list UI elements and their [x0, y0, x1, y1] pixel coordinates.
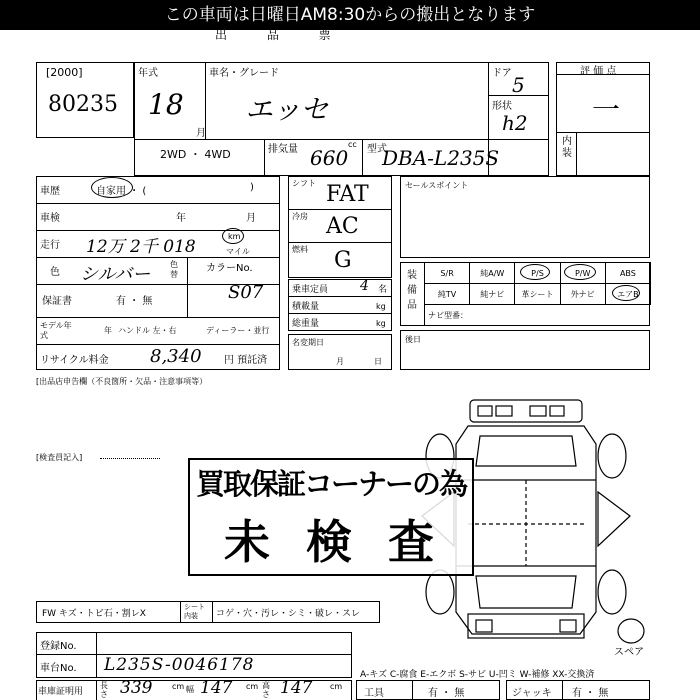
fuel-label: 燃料 — [292, 245, 308, 254]
equipment-label: 装備品 — [407, 270, 417, 311]
capacity-label: 乗車定員 — [292, 285, 329, 295]
sales-point-label: セールスポイント — [405, 181, 469, 190]
private-use-circle — [91, 177, 133, 198]
name-change-label: 名変期日 — [292, 338, 324, 347]
handle-side: ハンドル 左・右 — [118, 326, 177, 335]
warranty-value: 有 ・ 無 — [116, 296, 153, 307]
door-value: 5 — [512, 73, 525, 97]
dealer-import: ディーラー・並行 — [206, 326, 270, 335]
color-no-label: カラーNo. — [206, 263, 253, 274]
registration-label: 登録No. — [40, 641, 77, 652]
weight-label: 総重量 — [292, 319, 320, 329]
seller-notes-label: [出品店申告欄（不良箇所・欠品・注意事項等） — [36, 377, 208, 386]
certificate-label: 車庫証明用 — [38, 687, 84, 697]
warranty-label: 保証書 — [42, 296, 72, 307]
capacity-unit: 名 — [378, 285, 388, 295]
recycle-value: 8,340 — [150, 346, 202, 367]
color-change-label: 色替 — [170, 260, 178, 279]
shaken-month: 月 — [246, 213, 256, 224]
displacement-label: 排気量 — [268, 144, 298, 155]
grade-label: 評 価 点 — [580, 66, 617, 77]
seat-detail: コゲ・穴・汚レ・シミ・破レ・スレ — [216, 609, 361, 619]
width-value: 147 — [200, 678, 233, 698]
mile-unit: マイル — [226, 247, 250, 256]
inspector-notes-label: [検査員記入] — [36, 453, 83, 462]
ac-label: 冷房 — [292, 212, 308, 221]
fuel-value: G — [334, 248, 352, 273]
equipment-item: 革シート — [514, 283, 560, 305]
equipment-item: ABS — [605, 262, 651, 284]
year-code: [2000] — [46, 66, 83, 79]
length-label: 長さ — [100, 681, 108, 699]
color-value: シルバー — [80, 264, 151, 285]
tools-value: 有 ・ 無 — [428, 688, 465, 699]
interior-label: 内装 — [562, 136, 572, 159]
equipment-item: エアB — [605, 283, 651, 305]
year-value: 18 — [148, 88, 184, 121]
color-label: 色 — [50, 267, 60, 278]
history-label: 車歴 — [40, 186, 60, 197]
jack-value: 有 ・ 無 — [572, 688, 609, 699]
model-value: DBA-L235S — [382, 146, 500, 170]
weight-unit: kg — [376, 319, 386, 328]
shift-label: シフト — [292, 179, 316, 188]
mileage-value: 12万 2千 018 — [86, 237, 196, 257]
grade-value: 一 — [592, 93, 621, 126]
name-label: 車名・グレード — [209, 68, 279, 79]
shape-value: h2 — [502, 111, 528, 135]
equipment-item: 外ナビ — [560, 283, 606, 305]
mileage-label: 走行 — [40, 240, 60, 251]
navi-model-label: ナビ型番： — [428, 311, 468, 320]
cc-unit: cc — [348, 140, 357, 149]
later-date-box — [400, 330, 650, 370]
color-no-value: S07 — [228, 282, 264, 303]
equipment-item: 純A/W — [469, 262, 515, 284]
shape-label: 形状 — [492, 101, 512, 112]
name-change-day: 日 — [374, 357, 382, 366]
height-value: 147 — [280, 678, 313, 698]
tools-label: 工具 — [364, 688, 384, 699]
width-unit: cm — [246, 682, 259, 691]
model-label: 型式 — [367, 144, 387, 155]
seat-label: シート内装 — [184, 603, 205, 620]
pw-circle — [564, 264, 596, 280]
shaken-year: 年 — [176, 213, 186, 224]
height-unit: cm — [330, 682, 343, 691]
month-suffix: 月 — [196, 128, 206, 139]
lot-number: 80235 — [48, 92, 118, 117]
km-unit: km — [228, 232, 241, 241]
drive-type: 2WD ・ 4WD — [160, 148, 231, 161]
height-label: 高さ — [262, 681, 270, 699]
banner-notice: この車両は日曜日AM8:30からの搬出となります — [0, 0, 700, 30]
model-year-label: モデル年式 — [40, 321, 72, 340]
capacity-value: 4 — [360, 278, 369, 294]
history-close: ) — [250, 182, 254, 193]
jack-label: ジャッキ — [512, 688, 552, 699]
model-year-suffix: 年 — [104, 326, 112, 335]
equipment-item: 純ナビ — [469, 283, 515, 305]
shift-value: FAT — [326, 182, 369, 207]
sheet-title-fragment: 出 品 票 — [215, 28, 349, 42]
load-label: 積載量 — [292, 302, 320, 312]
name-change-month: 月 — [336, 357, 344, 366]
displacement-value: 660 — [310, 146, 349, 170]
name-value: エッセ — [245, 93, 329, 126]
ac-value: AC — [326, 214, 359, 239]
shaken-label: 車検 — [40, 213, 60, 224]
chassis-label: 車台No. — [40, 663, 77, 674]
load-unit: kg — [376, 302, 386, 311]
year-label: 年式 — [138, 68, 158, 79]
stamp-line-1: 買取保証コーナーの為 — [196, 467, 467, 501]
equipment-item: S/R — [424, 262, 470, 284]
equipment-item: P/W — [560, 262, 606, 284]
recycle-suffix: 円 預託済 — [224, 355, 268, 366]
stamp-line-2: 未 検 査 — [224, 515, 445, 569]
ps-circle — [520, 264, 550, 280]
fw-legend: FW キズ・トビ石・割レX — [42, 609, 146, 619]
damage-codes: A-キズ C-腐食 E-エクボ S-サビ U-凹ミ W-補修 XX-交換済 — [360, 670, 595, 680]
equipment-item: 純TV — [424, 283, 470, 305]
equipment-item: P/S — [514, 262, 560, 284]
width-label: 幅 — [186, 685, 194, 694]
length-value: 339 — [120, 678, 153, 698]
spare-label: スペア — [614, 647, 644, 658]
history-value: 自家用 ・ ( — [96, 186, 147, 197]
recycle-label: リサイクル料金 — [40, 355, 109, 366]
chassis-value: L235S-0046178 — [104, 655, 255, 675]
door-label: ドア — [492, 68, 512, 79]
km-circle — [222, 228, 244, 244]
inspector-dots — [100, 458, 160, 459]
airbag-circle — [612, 285, 640, 301]
later-date-label: 後日 — [405, 335, 421, 344]
length-unit: cm — [172, 682, 185, 691]
